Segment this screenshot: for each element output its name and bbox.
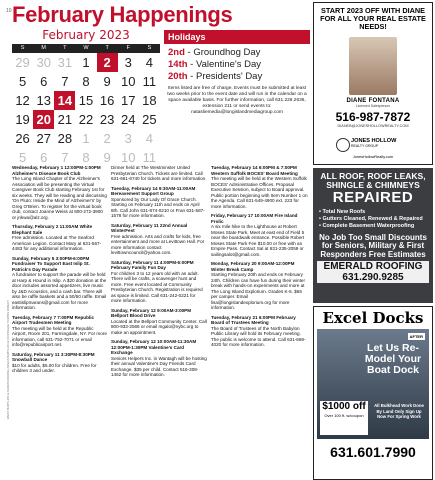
calendar-day: 22 xyxy=(78,112,94,127)
calendar-day: 28 xyxy=(57,131,73,146)
agent-phone: 516-987-7872 xyxy=(335,110,411,124)
calendar-day: 4 xyxy=(145,55,154,70)
event-body: The Board of Trustees of the North Babylon Public Library will hold its February meeting. The public is welcome to attend. Call 631-669-4020 for more information. xyxy=(211,325,306,347)
docks-ad[interactable] xyxy=(313,306,433,480)
event-heading: Tuesday, February 14 6:00PM & 7:00PM Western Suffolk BOCES' Board Meeting xyxy=(211,165,298,176)
holidays-heading: Holidays xyxy=(164,30,310,44)
events-column-3 xyxy=(211,165,308,382)
event-body: Seniors Helpers Inc. in Wantagh will be hosting their annual Valentine's Day Friends Card Exchange. $35 per child. Contact 516-308-1462 for more information. xyxy=(111,355,207,377)
realty-website: JonesHollowRealty.com xyxy=(352,155,394,159)
event-body: $10 for adults, $5.00 for children. Free for children 3 and under. xyxy=(12,362,97,373)
calendar-day: 8 xyxy=(82,150,90,165)
docks-done-text: All Bulkhead Work Done By Land Only Sign Up Now For Spring Work xyxy=(374,403,424,419)
holidays-box xyxy=(164,30,310,116)
event-heading: Monday, February 20 9:00AM-12:00PM Winter Break Camp xyxy=(211,261,295,272)
event-listing xyxy=(12,165,107,220)
event-listing xyxy=(12,224,107,252)
roofing-ad[interactable] xyxy=(313,168,433,303)
event-heading: Saturday, February 11 4:00PM-6:00PM February Family Fun Day xyxy=(111,259,194,270)
calendar-day: 5 xyxy=(18,150,27,165)
event-listing xyxy=(111,223,207,256)
events-column-1 xyxy=(12,165,107,382)
event-heading: Saturday, February 11 3:30PM-8:30PM Snowball Dance xyxy=(12,351,95,362)
calendar-days xyxy=(12,53,160,167)
calendar-day: 9 xyxy=(103,74,111,89)
calendar-day: 2 xyxy=(97,53,118,72)
calendar xyxy=(12,28,160,167)
calendar-day: 2 xyxy=(103,131,111,146)
roofing-phone: 631.290.9285 xyxy=(317,272,429,283)
calendar-day: 14 xyxy=(54,91,75,110)
calendar-month: February xyxy=(42,28,96,42)
calendar-title xyxy=(12,28,160,44)
calendar-day: 27 xyxy=(36,131,51,146)
agent-name: DIANE FONTANA xyxy=(346,98,400,104)
calendar-day: 10 xyxy=(121,150,136,165)
docks-phone: 631.601.7990 xyxy=(330,444,416,460)
holiday-date: 20th xyxy=(168,71,188,82)
weekday-label: T xyxy=(105,45,109,51)
offer-amount: $1000 off xyxy=(322,401,366,412)
side-credit: WEST BABYLON & SURROUNDING AREAS BABYLON & COPIAGUE TOWNS DIRECT xyxy=(6,300,10,420)
page-number: 10 xyxy=(6,8,12,14)
holiday-date: 2nd xyxy=(168,47,185,58)
event-body: For children 3 to 12 years old with an adult. There will be crafts, a scavenger hunt and more. Free event located at Community Presbyterian Church. Registration is required as space is limited. Call 631-242-0221 for more information. xyxy=(111,270,203,303)
calendar-day: 6 xyxy=(40,74,48,89)
calendar-day: 6 xyxy=(40,150,48,165)
calendar-day: 9 xyxy=(103,150,111,165)
weekday-label: S xyxy=(147,45,152,51)
docks-offer xyxy=(320,401,368,435)
holiday-name: - Groundhog Day xyxy=(184,47,261,58)
agent-email: DIANEB@JONESHOLLOWREALTY.COM xyxy=(337,124,409,128)
agent-photo xyxy=(349,37,397,95)
holidays-note: Items listed are free of charge. Events must be submitted at least two weeks prior to the event date and will run in the calendar on a space available basis. For further information, call 631.226.2636, extension 211 or send events to: natasliemedia@longislandmediagroup.com xyxy=(167,86,307,115)
calendar-day: 17 xyxy=(121,93,136,108)
roofing-headline: ALL ROOF, ROOF LEAKS, SHINGLE & CHIMNEYS xyxy=(320,171,426,190)
event-body: Sponsored by Our Lady Of Grace Church. Starting on February 11th and ends on April 8th. Call John 631-874-0210 or Fran 631-587-1578 for more information. xyxy=(111,196,205,218)
events-columns xyxy=(12,165,310,382)
event-body: A fundraiser to support the parade will be held at Harp & Hound in Islip. A $20 donation at the door includes assorted appetizers, live music by J&D Acoustics, and a cash bar. There will also be raffle baskets and a 50/50 raffle. Email eastislipmarans@gmail.com for more information. xyxy=(12,272,107,310)
calendar-day: 16 xyxy=(99,93,115,108)
house-logo-icon xyxy=(336,138,350,152)
weekday-label: W xyxy=(83,45,89,51)
event-heading: Friday, February 17 10:00AM Fire Island Frolic xyxy=(211,213,298,224)
event-listing xyxy=(111,165,207,182)
calendar-day: 31 xyxy=(57,55,73,70)
holiday-item xyxy=(168,71,306,83)
calendar-day: 20 xyxy=(33,110,54,129)
event-body: Free admission. Located at The Seaford American Legion. Contact Mary at 631-567-4483 for any additional information. xyxy=(12,235,102,251)
after-label: AFTER xyxy=(409,334,423,339)
event-body: The meeting will be held at the Western Suffolk BOCES' Administrative Offices. Proposal Executive Session, subject to Board approval. Public portion beginning with Item Number 1 on the Agenda. Call 631-549-4900 ext. 223 for more information. xyxy=(211,176,308,209)
event-body: Dinner held at The Westminster United Presbyterian Church. Tickets are limited. Call 631-661-6740 for tickets and more information. xyxy=(111,165,207,181)
roofing-company: EMERALD ROOFING xyxy=(317,261,429,272)
calendar-day: 10 xyxy=(121,74,136,89)
event-listing xyxy=(12,315,107,348)
realestate-ad[interactable] xyxy=(313,2,433,165)
calendar-day: 11 xyxy=(142,74,157,89)
event-listing xyxy=(211,315,308,348)
event-listing xyxy=(111,339,207,378)
holiday-item xyxy=(168,59,306,71)
weekday-label: F xyxy=(126,45,130,51)
roofing-bullet: • Gutters Cleaned, Renewed & Repaired xyxy=(319,216,423,223)
calendar-day: 24 xyxy=(121,112,136,127)
calendar-day: 13 xyxy=(36,93,51,108)
realty-brand: JONES HOLLOW xyxy=(351,138,397,144)
calendar-day: 5 xyxy=(18,74,27,89)
calendar-day: 12 xyxy=(15,93,30,108)
event-listing xyxy=(111,308,207,336)
event-body: Located at the Bellport Community Center. Call 800-933-2566 or email mgalo@nybc.org to make an appointment. xyxy=(111,318,207,335)
calendar-year: 2023 xyxy=(99,28,130,42)
event-heading: Sunday, February 12 9:00AM-3:00PM Bellport Blood Drive xyxy=(111,307,192,318)
calendar-day: 19 xyxy=(15,112,30,127)
calendar-day: 7 xyxy=(61,74,69,89)
event-listing xyxy=(211,261,308,311)
calendar-day: 25 xyxy=(142,112,157,127)
calendar-day: 4 xyxy=(145,131,154,146)
page-title: February Happenings xyxy=(12,2,233,27)
event-heading: Tuesday, February 21 6:00PM February Board of Trustees Meeting xyxy=(211,314,296,325)
holiday-item xyxy=(168,47,306,59)
holiday-name: - Presidents' Day xyxy=(187,71,263,82)
event-listing xyxy=(111,186,207,219)
weekday-label: T xyxy=(63,45,67,51)
holidays-list xyxy=(164,44,310,83)
events-column-2 xyxy=(111,165,207,382)
event-body: Free admission. Arts and crafts for kids, free entertainment and more at Levittown Hall. For more information contact levittowncouncil@yahoo.com. xyxy=(111,233,205,255)
event-heading: Sunday, February 5 3:00PM-6:00PM Fundraiser To Support East Islip St. Patrick's Day Parade xyxy=(12,255,90,272)
event-body: The Long Island Chapter of the Alzheimer's Association will be presenting the Virtual Caregiver Book Club starting February 1st for six weeks. They will be reading and discussing 'On Pluto: Inside the Mind of Alzheimer's' by Greg O'Brien. To register for the virtual book club, contact Joanne Weiss at 800-272-3900 or jnkwa@alz.org. xyxy=(12,176,107,220)
calendar-day: 15 xyxy=(78,93,94,108)
event-body: A six mile hike to the Lighthouse at Robert Moses State Park. Meet at east end of Field 5 near the boardwalk entrance. Possible Robert Moses State Park Fee $10.00 or free with an Empire Pass. Contact Sal at 631-235-2059 or sailingsalot@gmail.com. xyxy=(211,224,305,257)
holiday-date: 14th xyxy=(168,59,188,70)
event-heading: Tuesday, February 7 7:00PM Republic Airport Tradesmen Meeting xyxy=(12,314,95,325)
calendar-day: 1 xyxy=(82,131,90,146)
event-heading: Thursday, February 2 11:00AM White Elephant Sale xyxy=(12,224,93,235)
calendar-day: 21 xyxy=(57,112,73,127)
calendar-day: 11 xyxy=(142,150,157,165)
calendar-day: 18 xyxy=(142,93,157,108)
docks-brand: Excel Docks xyxy=(314,307,432,329)
event-listing xyxy=(111,260,207,304)
roofing-bullet: • Complete Basement Waterproofing xyxy=(319,223,415,230)
calendar-day: 29 xyxy=(15,55,30,70)
dock-photo xyxy=(317,329,429,439)
calendar-day: 23 xyxy=(99,112,115,127)
event-listing xyxy=(12,352,107,374)
roofing-bullets xyxy=(313,209,433,231)
event-heading: Sunday, February 12 10:00AM-11:30AM 12:00PM-1:30PM Valentine's Card Exchange xyxy=(111,339,197,355)
calendar-day: 3 xyxy=(124,131,132,146)
docks-slogan: Let Us Re-Model Your Boat Dock xyxy=(364,342,422,376)
calendar-day: 1 xyxy=(82,55,90,70)
roofing-bullet: • Total New Roofs xyxy=(319,209,366,215)
event-body: Starting February 20th and ends on February 24th. Children can have fun during their winter break with hands-on experiments and more at The Long Island Explorium. Grades K-5. $65 per camper. Email lisa@longislandexplorium.org for more information. xyxy=(211,272,305,310)
event-heading: Saturday, February 11 22nd Annual WinterFest xyxy=(111,222,188,233)
realestate-headline: START 2023 OFF WITH DIANE FOR ALL YOUR REAL ESTATE NEEDS! xyxy=(320,6,426,31)
event-listing xyxy=(211,213,308,257)
event-heading: Tuesday, February 14 9:30AM-11:00AM Bereavement Support Group xyxy=(111,185,196,196)
weekday-label: S xyxy=(20,45,25,51)
calendar-day: 7 xyxy=(61,150,69,165)
event-listing xyxy=(211,165,308,209)
calendar-day: 8 xyxy=(82,74,90,89)
event-listing xyxy=(12,256,107,311)
february-happenings-section xyxy=(4,0,309,480)
calendar-weekdays xyxy=(12,44,160,53)
offer-detail: Over 100 ft. w/coupon xyxy=(324,413,364,418)
roofing-repaired: REPAIRED xyxy=(332,189,414,206)
roofing-discounts: No Job Too Small Discounts for Seniors, Military & First Responders Free Estimates xyxy=(319,232,427,259)
weekday-label: M xyxy=(41,45,46,51)
calendar-day: 3 xyxy=(124,55,132,70)
calendar-day: 26 xyxy=(15,131,30,146)
event-body: The meeting will be held at the Republic Airport, Room 201, Farmingdale, NY. For more information, call 631-752-7071 or email info@republicairport.net. xyxy=(12,325,107,347)
realty-brand-sub: REALTY GROUP xyxy=(351,144,379,148)
calendar-day: 30 xyxy=(36,55,51,70)
ads-column xyxy=(313,0,433,480)
holiday-name: - Valentine's Day xyxy=(187,59,261,70)
event-heading: Wednesday, February 1 12:00PM-1:00PM Alzheimer's Disease Book Club xyxy=(12,165,101,176)
agent-role: Licensed Salesperson xyxy=(355,104,391,108)
